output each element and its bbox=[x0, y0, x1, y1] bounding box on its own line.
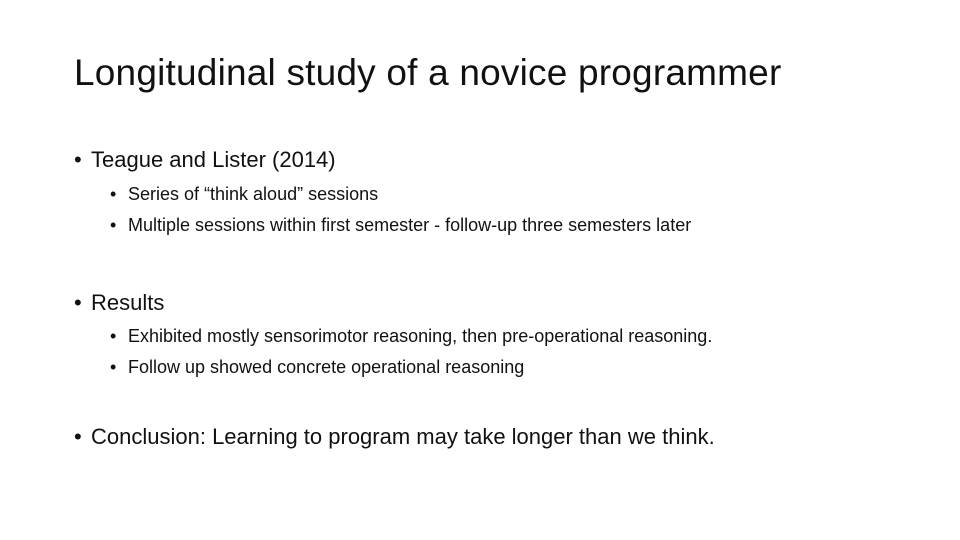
bullet-dot-icon: • bbox=[110, 215, 117, 235]
sub-bullet-text: Series of “think aloud” sessions bbox=[128, 184, 379, 204]
bullet-dot-icon: • bbox=[74, 147, 82, 172]
bullet-teague-lister bbox=[74, 147, 336, 173]
sub-bullet-text: Multiple sessions within first semester - follow-up three semesters later bbox=[128, 215, 692, 235]
sub-bullet-text: Exhibited mostly sensorimotor reasoning, then pre-operational reasoning. bbox=[128, 326, 713, 346]
bullet-dot-icon: • bbox=[74, 424, 82, 449]
bullet-text: Results bbox=[91, 290, 165, 315]
sub-bullet-follow-up bbox=[110, 357, 524, 378]
bullet-results bbox=[74, 290, 164, 316]
bullet-dot-icon: • bbox=[110, 326, 117, 346]
sub-bullet-multiple-sessions bbox=[110, 215, 691, 236]
sub-bullet-think-aloud bbox=[110, 184, 378, 205]
bullet-dot-icon: • bbox=[110, 357, 117, 377]
sub-bullet-sensorimotor bbox=[110, 326, 712, 347]
bullet-conclusion bbox=[74, 424, 715, 450]
bullet-dot-icon: • bbox=[110, 184, 117, 204]
bullet-text: Conclusion: Learning to program may take longer than we think. bbox=[91, 424, 715, 449]
bullet-text: Teague and Lister (2014) bbox=[91, 147, 336, 172]
sub-bullet-text: Follow up showed concrete operational reasoning bbox=[128, 357, 525, 377]
bullet-dot-icon: • bbox=[74, 290, 82, 315]
slide-title: Longitudinal study of a novice programmer bbox=[74, 52, 782, 93]
